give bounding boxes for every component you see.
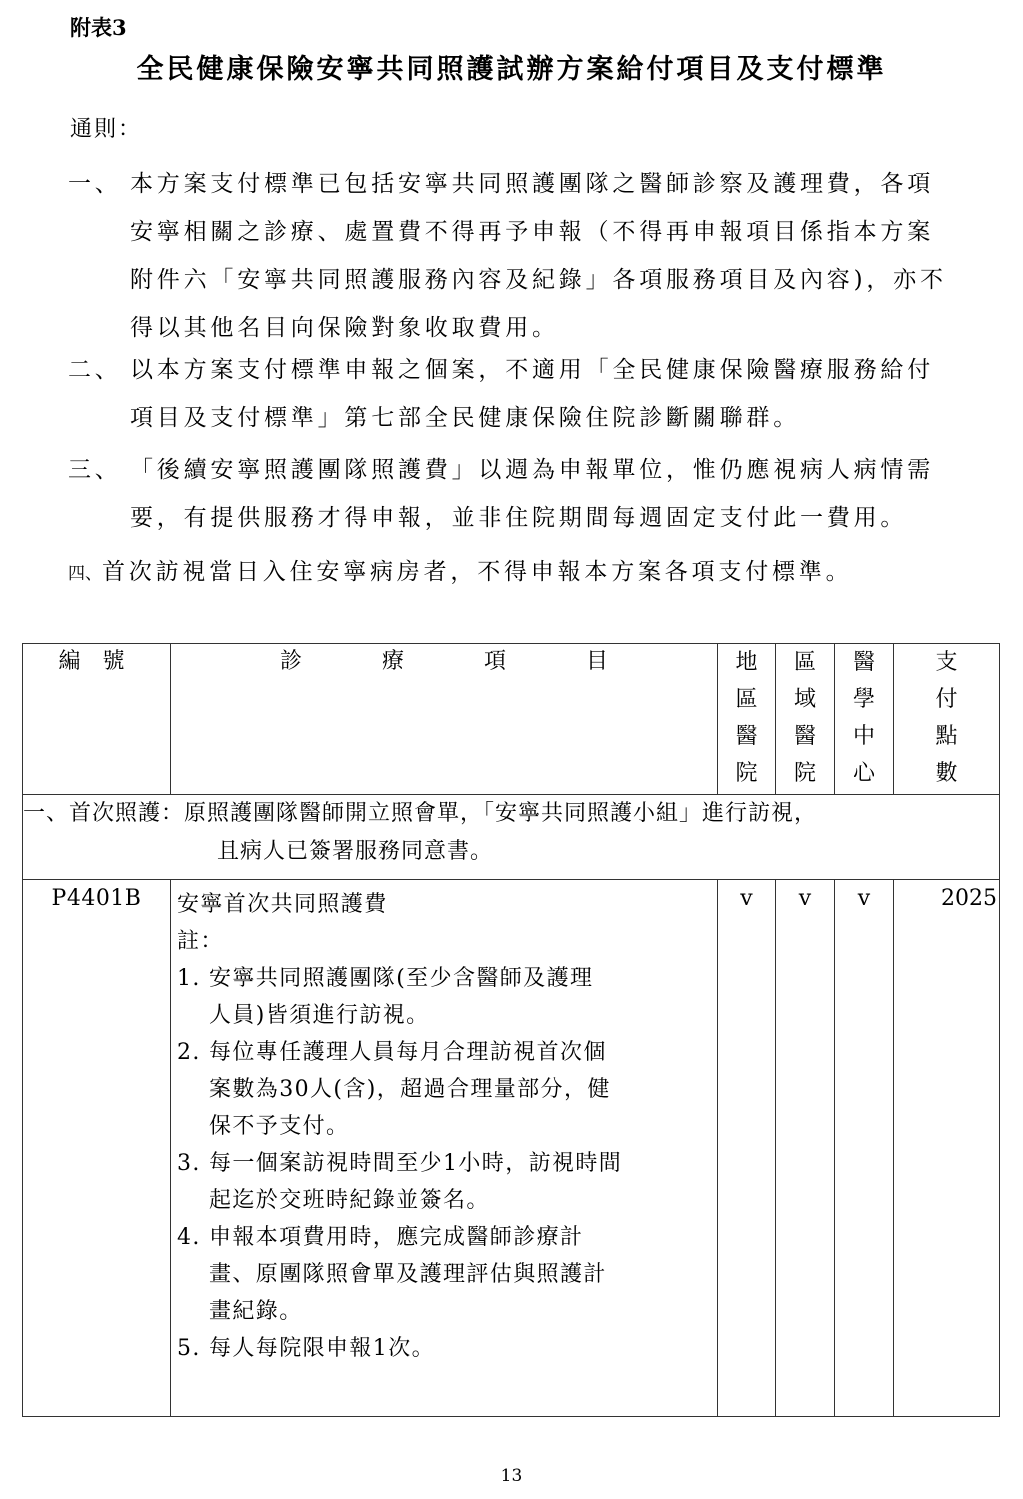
note-line: 每人每院限申報1次。 [209, 1336, 435, 1361]
note-line: 案數為30人(含)，超過合理量部分，健 [209, 1077, 611, 1102]
header-char: 點 [935, 724, 958, 749]
district-hospital-mark: v [718, 880, 776, 1417]
header-char: 院 [793, 761, 816, 786]
note-line: 起迄於交班時紀錄並簽名。 [209, 1188, 490, 1213]
page-number: 13 [500, 1466, 523, 1486]
rule-line: 「後續安寧照護團隊照護費」以週為申報單位，惟仍應視病人病情需 [130, 457, 934, 483]
header-char: 醫 [793, 724, 816, 749]
rule-4 [68, 548, 852, 598]
header-char: 區 [793, 650, 816, 675]
table-row [23, 880, 1000, 1417]
header-item [171, 644, 718, 795]
header-char: 域 [793, 687, 816, 712]
header-item-char: 診 [279, 649, 302, 674]
header-medical-center [835, 644, 894, 795]
rule-line: 得以其他名目向保險對象收取費用。 [130, 315, 559, 341]
note-line: 每一個案訪視時間至少1小時，訪視時間 [209, 1151, 623, 1176]
general-rules-label: 通則： [70, 117, 143, 142]
fee-table [22, 643, 1000, 1417]
section-line: 一、首次照護：原照護團隊醫師開立照會單，「安寧共同照護小組」進行訪視， [23, 801, 818, 826]
attachment-label: 附表3 [70, 15, 127, 40]
note-item [177, 1219, 717, 1330]
item-title: 安寧首次共同照護費 [177, 892, 388, 917]
note-item [177, 1034, 717, 1145]
rule-number: 三、 [68, 457, 122, 483]
rule-number: 四、 [68, 564, 102, 584]
header-char: 院 [735, 761, 758, 786]
note-item [177, 1330, 717, 1367]
header-char: 中 [852, 724, 875, 749]
note-item [177, 1145, 717, 1219]
note-line: 人員)皆須進行訪視。 [209, 1003, 430, 1028]
rule-line: 以本方案支付標準申報之個案，不適用「全民健康保險醫療服務給付 [130, 357, 934, 383]
section-heading [23, 795, 1000, 880]
header-points [894, 644, 1000, 795]
note-item [177, 960, 717, 1034]
note-line: 保不予支付。 [209, 1114, 350, 1139]
section-line: 且病人已簽署服務同意書。 [217, 839, 494, 864]
header-char: 地 [735, 650, 758, 675]
notes-list [177, 960, 717, 1367]
header-item-char: 項 [484, 649, 507, 674]
note-line: 安寧共同照護團隊(至少含醫師及護理 [209, 966, 594, 991]
rule-line: 安寧相關之診療、處置費不得再予申報（不得再申報項目係指本方案 [130, 219, 934, 245]
note-line: 畫紀錄。 [209, 1299, 303, 1324]
note-number: 4. [177, 1225, 201, 1250]
item-description [171, 880, 718, 1417]
header-char: 醫 [735, 724, 758, 749]
header-item-char: 療 [381, 649, 404, 674]
rule-line: 附件六「安寧共同照護服務內容及紀錄」各項服務項目及內容)，亦不 [130, 267, 947, 293]
item-code: P4401B [23, 880, 171, 1417]
note-number: 1. [177, 966, 201, 991]
rule-text: 首次訪視當日入住安寧病房者，不得申報本方案各項支付標準。 [102, 559, 853, 585]
rule-line: 本方案支付標準已包括安寧共同照護團隊之醫師診察及護理費，各項 [130, 171, 934, 197]
page-title: 全民健康保險安寧共同照護試辦方案給付項目及支付標準 [136, 54, 887, 85]
header-regional-hospital [776, 644, 835, 795]
note-line: 申報本項費用時，應完成醫師診療計 [209, 1225, 584, 1250]
regional-hospital-mark: v [776, 880, 835, 1417]
header-char: 醫 [852, 650, 875, 675]
header-district-hospital [718, 644, 776, 795]
rule-number: 一、 [68, 171, 122, 197]
header-char: 學 [852, 687, 875, 712]
note-number: 3. [177, 1151, 201, 1176]
table-header-row [23, 644, 1000, 795]
note-number: 2. [177, 1040, 201, 1065]
rule-number: 二、 [68, 357, 122, 383]
section-row [23, 795, 1000, 880]
header-char: 心 [852, 761, 875, 786]
header-char: 付 [935, 687, 958, 712]
note-line: 畫、原團隊照會單及護理評估與照護計 [209, 1262, 607, 1287]
note-label: 註： [177, 929, 224, 954]
note-number: 5. [177, 1336, 201, 1361]
header-char: 區 [735, 687, 758, 712]
payment-points: 2025 [894, 880, 1000, 1417]
rule-line: 要，有提供服務才得申報，並非住院期間每週固定支付此一費用。 [130, 505, 908, 531]
rule-line: 項目及支付標準」第七部全民健康保險住院診斷關聯群。 [130, 405, 800, 431]
header-char: 支 [935, 650, 958, 675]
header-char: 數 [935, 761, 958, 786]
medical-center-mark: v [835, 880, 894, 1417]
header-item-char: 目 [586, 649, 609, 674]
header-code: 編號 [23, 644, 171, 795]
note-line: 每位專任護理人員每月合理訪視首次個 [209, 1040, 607, 1065]
